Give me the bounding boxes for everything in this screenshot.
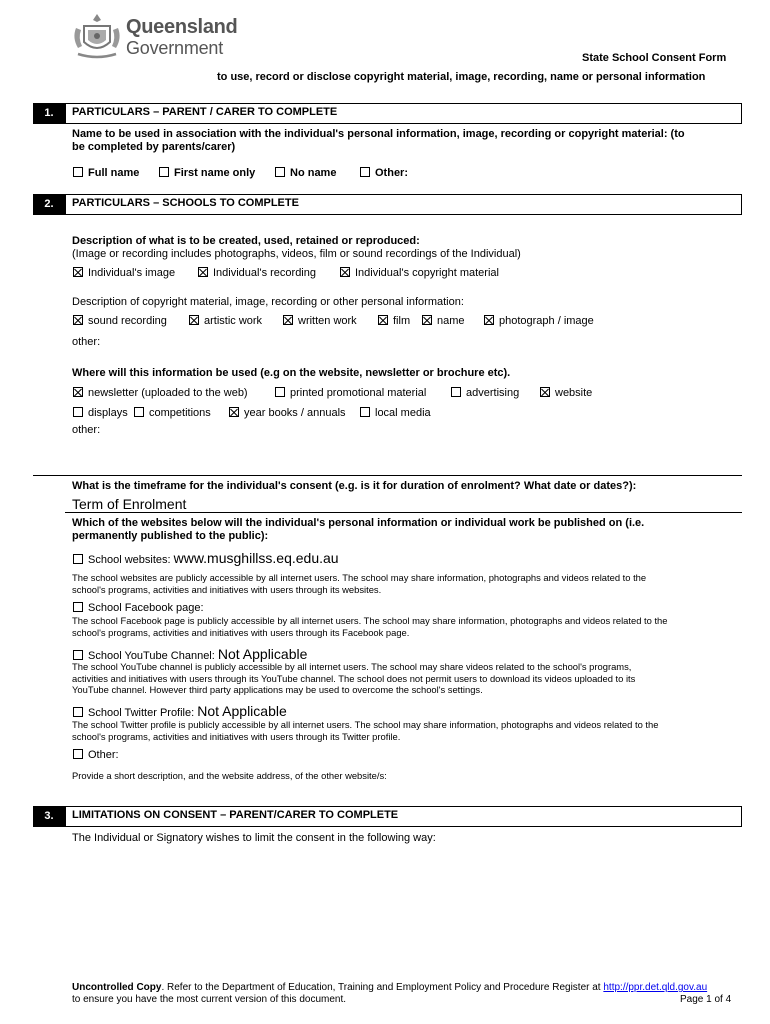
type-option-image[interactable] <box>73 267 175 279</box>
full-name-checkbox[interactable] <box>73 167 83 177</box>
divider-websites <box>65 512 742 513</box>
section-2-header <box>65 194 742 215</box>
youtube-checkbox[interactable] <box>73 650 83 660</box>
artistic-work-checkbox[interactable] <box>189 315 199 325</box>
school-website-option[interactable] <box>73 550 339 566</box>
material-option-photograph[interactable] <box>484 315 594 327</box>
website-label: website <box>555 387 593 399</box>
youtube-desc-line1: The school YouTube channel is publicly accessible by all internet users. The school may share videos related to the school's programs, <box>72 661 632 672</box>
name-checkbox[interactable] <box>422 315 432 325</box>
school-website-desc-line1: The school websites are publicly accessible by all internet users. The school may share information, photographs and videos related to the <box>72 572 647 583</box>
artistic-work-label: artistic work <box>204 315 263 327</box>
school-website-desc-line2: school's programs, activities and initiatives with users through its websites. <box>72 583 382 595</box>
where-option-yearbooks[interactable] <box>229 407 346 419</box>
footer-uncontrolled: Uncontrolled Copy <box>72 982 162 993</box>
displays-checkbox[interactable] <box>73 407 83 417</box>
material-option-sound[interactable] <box>73 315 167 327</box>
no-name-checkbox[interactable] <box>275 167 285 177</box>
school-website-label: School websites: <box>88 554 171 566</box>
footer-text1: . Refer to the Department of Education, Training and Employment Policy and Procedure Register at <box>161 982 604 993</box>
description-heading: Description of what is to be created, used, retained or reproduced: <box>72 235 420 247</box>
where-option-newsletter[interactable] <box>73 387 248 399</box>
school-website-description <box>72 572 742 595</box>
section-2-number: 2. <box>33 194 65 215</box>
name-option-full[interactable] <box>73 167 139 179</box>
where-option-website[interactable] <box>540 387 592 399</box>
advertising-label: advertising <box>466 387 520 399</box>
advertising-checkbox[interactable] <box>451 387 461 397</box>
displays-label: displays <box>88 407 128 419</box>
other-name-label: Other: <box>375 167 408 179</box>
material-option-artistic[interactable] <box>189 315 262 327</box>
school-website-checkbox[interactable] <box>73 554 83 564</box>
material-option-film[interactable] <box>378 315 410 327</box>
facebook-desc-line2: school's programs, activities and initiatives with users through its Facebook page. <box>72 626 410 638</box>
individual-copyright-checkbox[interactable] <box>340 267 350 277</box>
twitter-desc-line2: school's programs, activities and initiatives with users through its Twitter profile. <box>72 730 401 742</box>
competitions-checkbox[interactable] <box>134 407 144 417</box>
first-name-label: First name only <box>174 167 256 179</box>
footer-link[interactable]: http://ppr.det.qld.gov.au <box>603 982 708 993</box>
youtube-value[interactable]: Not Applicable <box>217 646 308 662</box>
type-option-copyright[interactable] <box>340 267 499 279</box>
section-3-title: LIMITATIONS ON CONSENT – PARENT/CARER TO COMPLETE <box>72 809 399 821</box>
school-website-value[interactable]: www.musghillss.eq.edu.au <box>173 550 339 566</box>
photograph-checkbox[interactable] <box>484 315 494 325</box>
footer-line1 <box>72 982 707 993</box>
written-work-checkbox[interactable] <box>283 315 293 325</box>
full-name-label: Full name <box>88 167 140 179</box>
timeframe-question: What is the timeframe for the individual's consent (e.g. is it for duration of enrolment? What date or dates?): <box>72 480 637 492</box>
youtube-desc-line3: YouTube channel. However third party applications may be used to overcome the school's settings. <box>72 684 483 695</box>
individual-image-label: Individual's image <box>88 267 176 279</box>
where-option-displays[interactable] <box>73 407 128 419</box>
twitter-option[interactable] <box>73 703 287 719</box>
film-label: film <box>393 315 411 327</box>
youtube-label: School YouTube Channel: <box>88 650 215 662</box>
twitter-value[interactable]: Not Applicable <box>197 703 287 719</box>
where-option-localmedia[interactable] <box>360 407 431 419</box>
where-option-advertising[interactable] <box>451 387 519 399</box>
newsletter-checkbox[interactable] <box>73 387 83 397</box>
where-heading: Where will this information be used (e.g on the website, newsletter or brochure etc). <box>72 367 511 379</box>
other-website-option[interactable] <box>73 749 119 761</box>
facebook-description <box>72 615 742 638</box>
material-other-label: other: <box>72 336 101 348</box>
where-other-label: other: <box>72 424 101 436</box>
name-question-line2: be completed by parents/carer) <box>72 141 236 153</box>
material-heading: Description of copyright material, image, recording or other personal information: <box>72 296 464 308</box>
type-option-recording[interactable] <box>198 267 316 279</box>
youtube-description <box>72 661 742 696</box>
website-checkbox[interactable] <box>540 387 550 397</box>
material-option-name[interactable] <box>422 315 465 327</box>
divider-timeframe <box>33 475 742 476</box>
twitter-desc-line1: The school Twitter profile is publicly accessible by all internet users. The school may share information, photographs and videos related to the <box>72 719 659 730</box>
youtube-option[interactable] <box>73 646 307 662</box>
name-question-line1: Name to be used in association with the individual's personal information, image, recording or copyright material: (to <box>72 128 685 140</box>
facebook-desc-line1: The school Facebook page is publicly accessible by all internet users. The school may share information, photographs and videos related to the <box>72 615 668 626</box>
sound-recording-checkbox[interactable] <box>73 315 83 325</box>
timeframe-answer[interactable]: Term of Enrolment <box>72 496 187 512</box>
form-subtitle: to use, record or disclose copyright material, image, recording, name or personal information <box>217 71 706 83</box>
printed-material-label: printed promotional material <box>290 387 427 399</box>
section-2-title: PARTICULARS – SCHOOLS TO COMPLETE <box>72 197 299 209</box>
section-3-number: 3. <box>33 806 65 827</box>
logo-text-line1: Queensland <box>126 16 238 38</box>
printed-material-checkbox[interactable] <box>275 387 285 397</box>
youtube-desc-line2: activities and initiatives with users through its YouTube channel. The school does not permit users to download its videos uploaded to its <box>72 672 636 684</box>
sound-recording-label: sound recording <box>88 315 167 327</box>
local-media-label: local media <box>375 407 431 419</box>
no-name-label: No name <box>290 167 337 179</box>
twitter-checkbox[interactable] <box>73 707 83 717</box>
name-option-first[interactable] <box>159 167 255 179</box>
other-website-label: Other: <box>88 749 119 761</box>
where-option-competitions[interactable] <box>134 407 211 419</box>
individual-copyright-label: Individual's copyright material <box>355 267 499 279</box>
facebook-option[interactable] <box>73 602 204 614</box>
form-title: State School Consent Form <box>582 52 727 64</box>
section-1-title: PARTICULARS – PARENT / CARER TO COMPLETE <box>72 106 338 118</box>
logo-text-line2: Government <box>126 38 224 58</box>
facebook-checkbox[interactable] <box>73 602 83 612</box>
twitter-description <box>72 719 742 742</box>
individual-recording-label: Individual's recording <box>213 267 316 279</box>
footer-text2: to ensure you have the most current version of this document. <box>72 994 347 1005</box>
websites-question-line2: permanently published to the public): <box>72 530 269 542</box>
other-website-description: Provide a short description, and the website address, of the other website/s: <box>72 770 387 781</box>
section-3-header <box>65 806 742 827</box>
websites-question-line1: Which of the websites below will the individual's personal information or individual work be published on (i.e. <box>72 517 645 529</box>
film-checkbox[interactable] <box>378 315 388 325</box>
year-books-checkbox[interactable] <box>229 407 239 417</box>
first-name-checkbox[interactable] <box>159 167 169 177</box>
page-number: Page 1 of 4 <box>680 994 732 1005</box>
section-1-number: 1. <box>33 103 65 124</box>
photograph-label: photograph / image <box>499 315 594 327</box>
facebook-label: School Facebook page: <box>88 602 204 614</box>
local-media-checkbox[interactable] <box>360 407 370 417</box>
section-1-header <box>65 103 742 124</box>
where-option-printed[interactable] <box>275 387 426 399</box>
other-name-checkbox[interactable] <box>360 167 370 177</box>
logo <box>70 12 238 64</box>
year-books-label: year books / annuals <box>244 407 346 419</box>
newsletter-label: newsletter (uploaded to the web) <box>88 387 248 399</box>
description-subtext: (Image or recording includes photographs, videos, film or sound recordings of the Individual) <box>72 248 521 260</box>
twitter-label: School Twitter Profile: <box>88 707 195 719</box>
other-website-checkbox[interactable] <box>73 749 83 759</box>
limitations-text: The Individual or Signatory wishes to limit the consent in the following way: <box>72 832 436 844</box>
individual-recording-checkbox[interactable] <box>198 267 208 277</box>
individual-image-checkbox[interactable] <box>73 267 83 277</box>
name-label: name <box>437 315 465 327</box>
coat-of-arms-icon <box>70 12 124 62</box>
written-work-label: written work <box>298 315 357 327</box>
name-option-none[interactable] <box>275 167 336 179</box>
competitions-label: competitions <box>149 407 211 419</box>
material-option-written[interactable] <box>283 315 357 327</box>
name-option-other[interactable] <box>360 167 408 179</box>
